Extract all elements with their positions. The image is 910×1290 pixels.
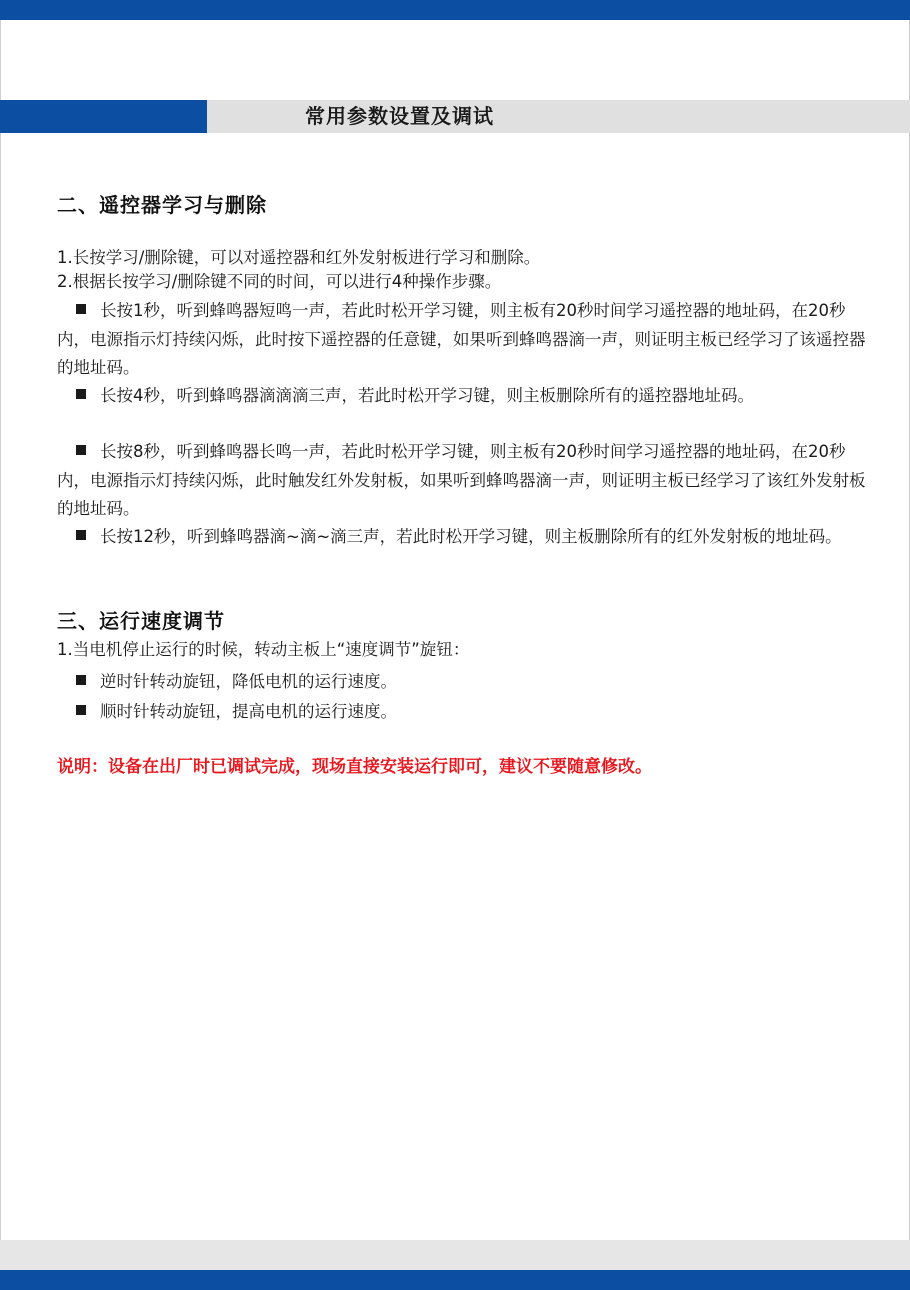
footer-gray-band bbox=[0, 1240, 910, 1270]
bullet-item bbox=[57, 438, 867, 524]
bullet-text: 顺时针转动旋钮，提高电机的运行速度。 bbox=[100, 702, 397, 721]
square-bullet-icon bbox=[76, 445, 86, 455]
bullet-item bbox=[57, 382, 867, 411]
bullet-text: 逆时针转动旋钮，降低电机的运行速度。 bbox=[100, 672, 397, 691]
square-bullet-icon bbox=[76, 530, 86, 540]
bullet-text: 长按4秒，听到蜂鸣器滴滴滴三声，若此时松开学习键，则主板删除所有的遥控器地址码。 bbox=[100, 386, 754, 405]
square-bullet-icon bbox=[76, 675, 86, 685]
square-bullet-icon bbox=[76, 304, 86, 314]
square-bullet-icon bbox=[76, 389, 86, 399]
header-blue-block bbox=[0, 100, 207, 133]
instruction-line: 1.当电机停止运行的时候，转动主板上“速度调节”旋钮： bbox=[57, 640, 470, 659]
bullet-item bbox=[57, 523, 867, 552]
bullet-item bbox=[57, 698, 867, 727]
header-band bbox=[0, 100, 910, 133]
section-heading-remote-learning: 二、遥控器学习与删除 bbox=[57, 193, 267, 217]
top-blue-stripe bbox=[0, 0, 910, 20]
instruction-line: 2.根据长按学习/删除键不同的时间，可以进行4种操作步骤。 bbox=[57, 272, 502, 291]
square-bullet-icon bbox=[76, 705, 86, 715]
bullet-text: 长按1秒，听到蜂鸣器短鸣一声，若此时松开学习键，则主板有20秒时间学习遥控器的地址码，在20秒内，电源指示灯持续闪烁，此时按下遥控器的任意键，如果听到蜂鸣器滴一声，则证明主板已经学习了该遥控器的地址码。 bbox=[57, 301, 866, 377]
footer-blue-stripe bbox=[0, 1270, 910, 1290]
bullet-item bbox=[57, 668, 867, 697]
page-title: 常用参数设置及调试 bbox=[305, 104, 494, 128]
section-heading-speed-adjust: 三、运行速度调节 bbox=[57, 609, 225, 633]
bullet-text: 长按8秒，听到蜂鸣器长鸣一声，若此时松开学习键，则主板有20秒时间学习遥控器的地址码，在20秒内，电源指示灯持续闪烁，此时触发红外发射板，如果听到蜂鸣器滴一声，则证明主板已经学习了该红外发射板的地址码。 bbox=[57, 442, 866, 518]
bullet-text: 长按12秒，听到蜂鸣器滴~滴~滴三声，若此时松开学习键，则主板删除所有的红外发射板的地址码。 bbox=[100, 527, 842, 546]
note-text: 说明：设备在出厂时已调试完成，现场直接安装运行即可，建议不要随意修改。 bbox=[57, 757, 652, 777]
instruction-line: 1.长按学习/删除键，可以对遥控器和红外发射板进行学习和删除。 bbox=[57, 248, 541, 267]
bullet-item bbox=[57, 297, 867, 383]
